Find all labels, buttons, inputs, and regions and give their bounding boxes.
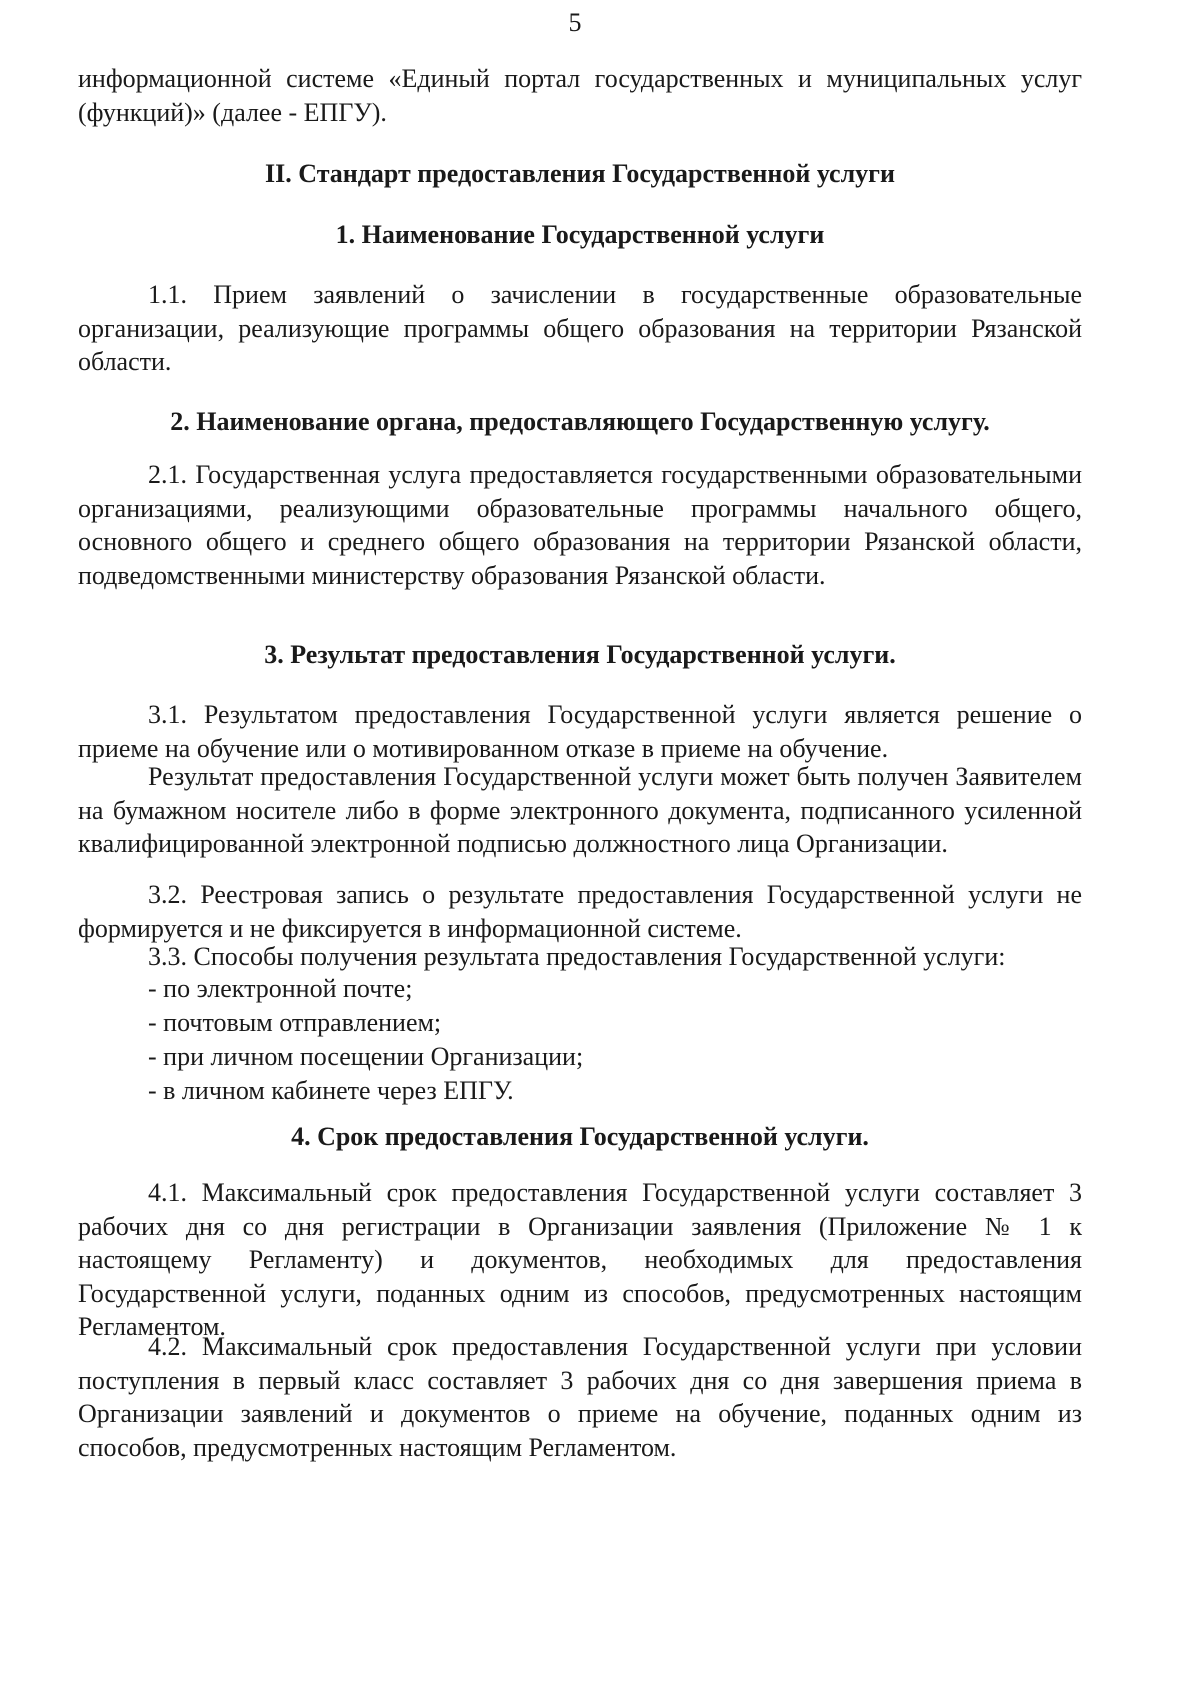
heading-1: 1. Наименование Государственной услуги (335, 220, 825, 249)
paragraph-4-1: 4.1. Максимальный срок предоставления Государственной услуги составляет 3 рабочих дня со дня регистрации в Организации заявления (Приложение № 1 к настоящему Регламенту) и документов, необходимых для предоставления Государственной услуги, поданных одним из способов, предусмотренных настоящим Регламентом. (78, 1178, 1082, 1341)
heading-2: 2. Наименование органа, предоставляющего Государственную услугу. (170, 407, 990, 436)
list-item: - по электронной почте; (148, 974, 413, 1003)
heading-3: 3. Результат предоставления Государственной услуги. (264, 640, 896, 669)
list-item: - при личном посещении Организации; (148, 1042, 584, 1071)
section-title: II. Стандарт предоставления Государственной услуги (265, 159, 895, 188)
paragraph-3-3: 3.3. Способы получения результата предоставления Государственной услуги: (148, 942, 1006, 971)
list-item: - почтовым отправлением; (148, 1008, 442, 1037)
paragraph-2-1: 2.1. Государственная услуга предоставляется государственными образовательными организациями, реализующими образовательные программы начального общего, основного общего и среднего общего образования на территории Рязанской области, подведомственными министерству образования Рязанской области. (78, 460, 1082, 590)
list-item: - в личном кабинете через ЕПГУ. (148, 1076, 514, 1105)
paragraph-3-1: 3.1. Результатом предоставления Государственной услуги является решение о приеме на обучение или о мотивированном отказе в приеме на обучение. (78, 700, 1082, 763)
paragraph-1-1: 1.1. Прием заявлений о зачислении в государственные образовательные организации, реализующие программы общего образования на территории Рязанской области. (78, 280, 1082, 376)
page-number: 5 (568, 8, 582, 37)
paragraph-3-result: Результат предоставления Государственной услуги может быть получен Заявителем на бумажном носителе либо в форме электронного документа, подписанного усиленной квалифицированной электронной подписью должностного лица Организации. (78, 762, 1082, 858)
paragraph-3-2: 3.2. Реестровая запись о результате предоставления Государственной услуги не формируется и не фиксируется в информационной системе. (78, 880, 1082, 943)
methods-list (148, 972, 1078, 1108)
heading-4: 4. Срок предоставления Государственной услуги. (291, 1122, 869, 1151)
paragraph-4-2: 4.2. Максимальный срок предоставления Государственной услуги при условии поступления в первый класс составляет 3 рабочих дня со дня завершения приема в Организации заявлений и документов о приеме на обучение, поданных одним из способов, предусмотренных настоящим Регламентом. (78, 1332, 1082, 1462)
intro-paragraph: информационной системе «Единый портал государственных и муниципальных услуг (функций)» (далее - ЕПГУ). (78, 64, 1082, 127)
